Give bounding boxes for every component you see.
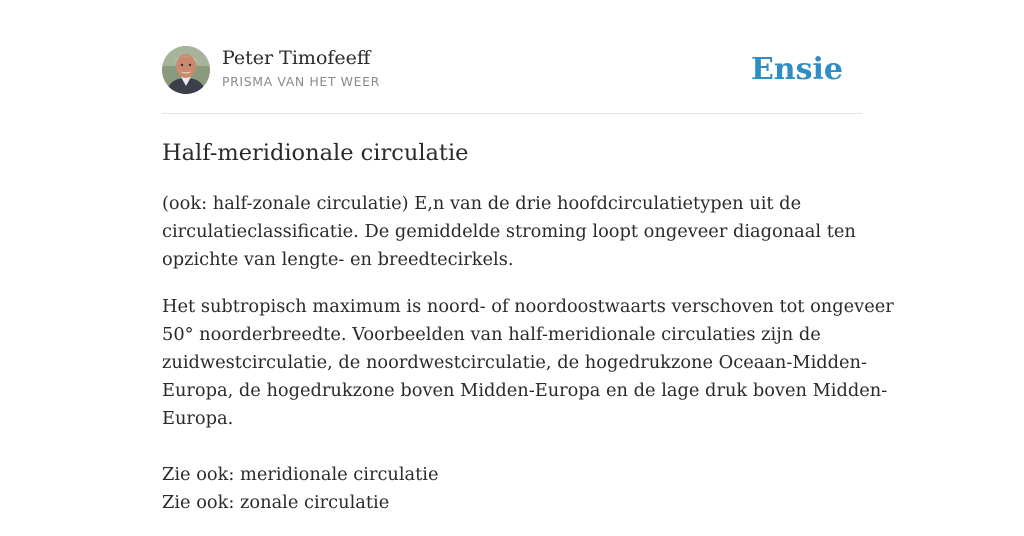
see-also-link[interactable]: Zie ook: meridionale circulatie	[162, 464, 439, 485]
entry-body	[162, 190, 894, 536]
definition-paragraph	[162, 190, 862, 274]
paragraph-line: (ook: half-zonale circulatie) E,n van de drie hoofdcirculatietypen uit de	[162, 193, 802, 214]
paragraph-line: zuidwestcirculatie, de noordwestcirculatie, de hogedrukzone Oceaan-Midden-	[162, 352, 868, 373]
paragraph-line: 50° noorderbreedte. Voorbeelden van half-meridionale circulaties zijn de	[162, 324, 821, 345]
author-name[interactable]: Peter Timofeeff	[222, 47, 371, 69]
ensie-logo[interactable]: Ensie	[750, 52, 843, 87]
paragraph-line: Het subtropisch maximum is noord- of noordoostwaarts verschoven tot ongeveer	[162, 296, 894, 317]
paragraph-line: circulatieclassificatie. De gemiddelde stroming loopt ongeveer diagonaal ten	[162, 221, 856, 242]
author-portrait-icon	[162, 46, 210, 94]
description-paragraph	[162, 293, 894, 517]
see-also-link[interactable]: Zie ook: zonale circulatie	[162, 492, 390, 513]
spacer	[162, 433, 862, 461]
paragraph-line: opzichte van lengte- en breedtecirkels.	[162, 249, 514, 270]
author-avatar[interactable]	[162, 46, 210, 94]
entry-title: Half-meridionale circulatie	[162, 140, 469, 166]
author-source[interactable]: PRISMA VAN HET WEER	[222, 74, 380, 89]
entry-card	[162, 46, 862, 166]
paragraph-line: Europa, de hogedrukzone boven Midden-Europa en de lage druk boven Midden-	[162, 380, 888, 401]
paragraph-line: Europa.	[162, 408, 234, 429]
entry-header	[162, 46, 862, 114]
